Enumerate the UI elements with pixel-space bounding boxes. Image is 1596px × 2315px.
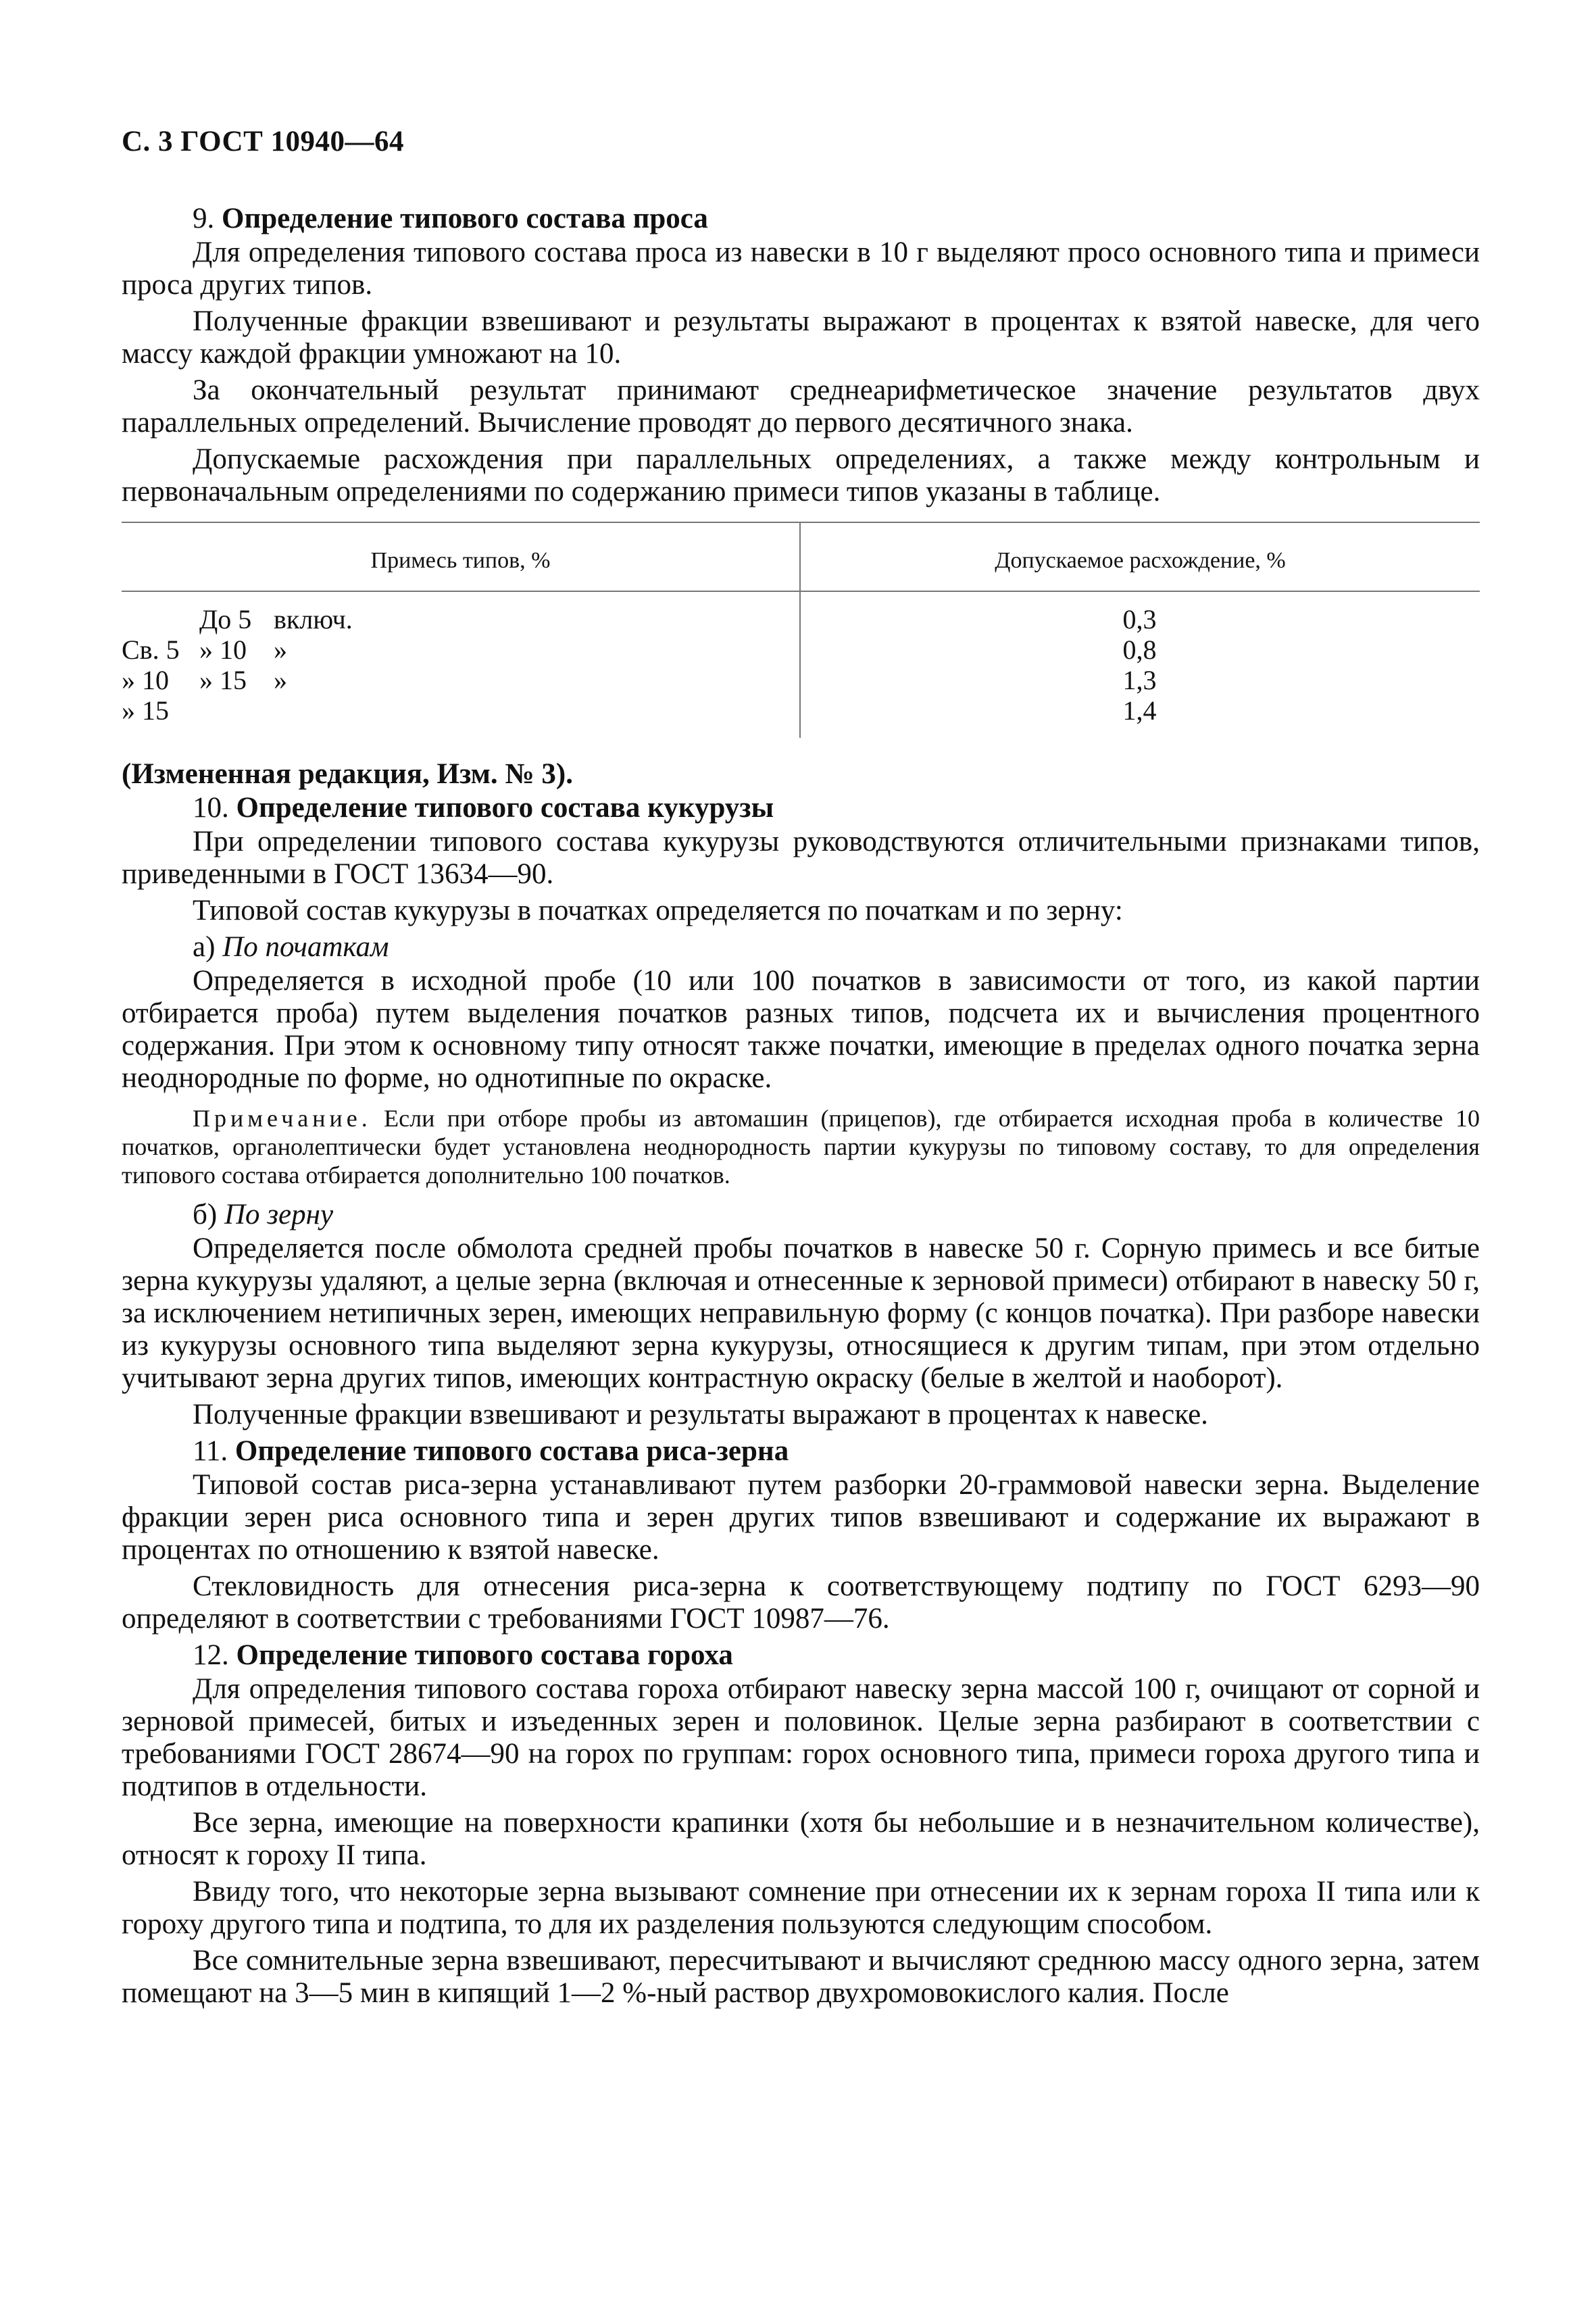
table-top-rule xyxy=(122,522,1480,523)
section-12-paragraph-1: Для определения типового состава гороха отбирают навеску зерна массой 100 г, очищают от сорной и зерновой примесей, битых и изъеденных зерен и половинок. Целые зерна разбирают в соответствии с требованиями ГОСТ 28674—90 на горох по группам: горох основного типа, примеси гороха другого типа и подтипов в отдельности. xyxy=(122,1673,1480,1802)
section-11-paragraph-2: Стекловидность для отнесения риса-зерна к соответствующему подтипу по ГОСТ 6293—90 определяют в соответствии с требованиями ГОСТ 10987—76. xyxy=(122,1570,1480,1635)
note-text: Если при отборе пробы из автомашин (прицепов), где отбирается исходная проба в количестве 10 початков, органолептически будет установлена неоднородность партии кукурузы по типовому составу, то для определения типового состава отбирается дополнительно 100 початков. xyxy=(122,1105,1480,1189)
note-label: Примечание. xyxy=(193,1105,372,1132)
subsection-a-title: По початкам xyxy=(222,931,389,963)
row-3-value: 1,3 xyxy=(1122,665,1157,695)
section-11-title: Определение типового состава риса-зерна xyxy=(234,1435,789,1467)
table-header-tolerance: Допускаемое расхождение, % xyxy=(995,548,1286,573)
row-3-prefix: » 10 xyxy=(122,665,169,695)
note-block xyxy=(122,1104,1480,1189)
section-11-number: 11. xyxy=(193,1435,228,1467)
section-12-paragraph-2: Все зерна, имеющие на поверхности крапинки (хотя бы небольшие и в незначительном количестве), относят к гороху II типа. xyxy=(122,1807,1480,1871)
section-9-paragraph-3: За окончательный результат принимают среднеарифметическое значение результатов двух параллельных определений. Вычисление проводят до первого десятичного знака. xyxy=(122,374,1480,439)
section-12-number: 12. xyxy=(193,1639,229,1671)
section-11-paragraph-1: Типовой состав риса-зерна устанавливают путем разборки 20-граммовой навески зерна. Выделение фракции зерен риса основного типа и зерен других типов взвешивают и содержание их выражают в процентах по отношению к взятой навеске. xyxy=(122,1469,1480,1566)
page-header: С. 3 ГОСТ 10940—64 xyxy=(122,126,405,157)
section-10-paragraph-3: Полученные фракции взвешивают и результаты выражают в процентах к навеске. xyxy=(193,1399,1208,1430)
section-9-heading xyxy=(122,203,1480,235)
subsection-b-text: Определяется после обмолота средней пробы початков в навеске 50 г. Сорную примесь и все битые зерна кукурузы удаляют, а целые зерна (включая и отнесенные к зерновой примеси) отбирают в навеску 50 г, за исключением нетипичных зерен, имеющих неправильную форму (с концов початка). При разборе навески из кукурузы основного типа выделяют зерна кукурузы, относящиеся к другим типам, при этом отдельно учитывают зерна других типов, имеющих контрастную окраску (белые в желтой и наоборот). xyxy=(122,1233,1480,1394)
subsection-b-label: б) xyxy=(193,1199,218,1230)
row-2-value: 0,8 xyxy=(1122,634,1157,665)
section-10-number: 10. xyxy=(193,792,229,824)
row-2-range: » 10 xyxy=(199,634,247,665)
subsection-a-text: Определяется в исходной пробе (10 или 100 початков в зависимости от того, из какой партии отбирается проба) путем выделения початков разных типов, подсчета их и вычисления процентного содержания. При этом к основному типу относят также початки, имеющие в пределах одного початка зерна неоднородные по форме, но однотипные по окраске. xyxy=(122,965,1480,1094)
row-4-prefix: » 15 xyxy=(122,695,169,726)
section-9-number: 9. xyxy=(193,203,215,234)
section-12-paragraph-3: Ввиду того, что некоторые зерна вызывают сомнение при отнесении их к зернам гороха II типа или к гороху другого типа и подтипа, то для их разделения пользуются следующим способом. xyxy=(122,1876,1480,1940)
subsection-b-heading xyxy=(122,1199,1480,1231)
document-body xyxy=(122,203,1480,2014)
row-1-range: До 5 xyxy=(199,604,252,634)
section-9-paragraph-1: Для определения типового состава проса из навески в 10 г выделяют просо основного типа и примеси проса других типов. xyxy=(122,237,1480,301)
section-12-heading xyxy=(122,1639,1480,1672)
row-2-prefix: Св. 5 xyxy=(122,634,180,665)
amendment-note: (Измененная редакция, Изм. № 3). xyxy=(122,758,573,790)
row-1-suffix: включ. xyxy=(274,604,353,634)
row-4-value: 1,4 xyxy=(1122,695,1157,726)
section-10-heading xyxy=(122,792,1480,824)
row-2-suffix: » xyxy=(274,634,287,665)
section-12-title: Определение типового состава гороха xyxy=(236,1639,733,1671)
section-9-paragraph-2: Полученные фракции взвешивают и результаты выражают в процентах к взятой навеске, для чего массу каждой фракции умножают на 10. xyxy=(122,305,1480,370)
section-9-title: Определение типового состава проса xyxy=(222,203,708,234)
section-10-paragraph-2: Типовой состав кукурузы в початках определяется по початкам и по зерну: xyxy=(193,895,1123,926)
section-12-paragraph-4: Все сомнительные зерна взвешивают, пересчитывают и вычисляют среднюю массу одного зерна, затем помещают на 3—5 мин в кипящий 1—2 %-ный раствор двухромовокислого калия. После xyxy=(122,1945,1480,2009)
table-header-impurity: Примесь типов, % xyxy=(370,548,551,573)
row-3-suffix: » xyxy=(274,665,287,695)
tolerance-table xyxy=(122,522,1480,738)
table-header-rule xyxy=(122,591,1480,592)
subsection-a-label: а) xyxy=(193,931,216,963)
section-11-heading xyxy=(122,1435,1480,1468)
row-3-range: » 15 xyxy=(199,665,247,695)
subsection-b-title: По зерну xyxy=(224,1199,334,1230)
section-9-paragraph-4: Допускаемые расхождения при параллельных определениях, а также между контрольным и первоначальным определениями по содержанию примеси типов указаны в таблице. xyxy=(122,443,1480,507)
subsection-a-heading xyxy=(122,931,1480,964)
section-10-paragraph-1: При определении типового состава кукурузы руководствуются отличительными признаками типов, приведенными в ГОСТ 13634—90. xyxy=(122,826,1480,890)
row-1-value: 0,3 xyxy=(1122,604,1157,634)
section-10-title: Определение типового состава кукурузы xyxy=(236,792,774,824)
